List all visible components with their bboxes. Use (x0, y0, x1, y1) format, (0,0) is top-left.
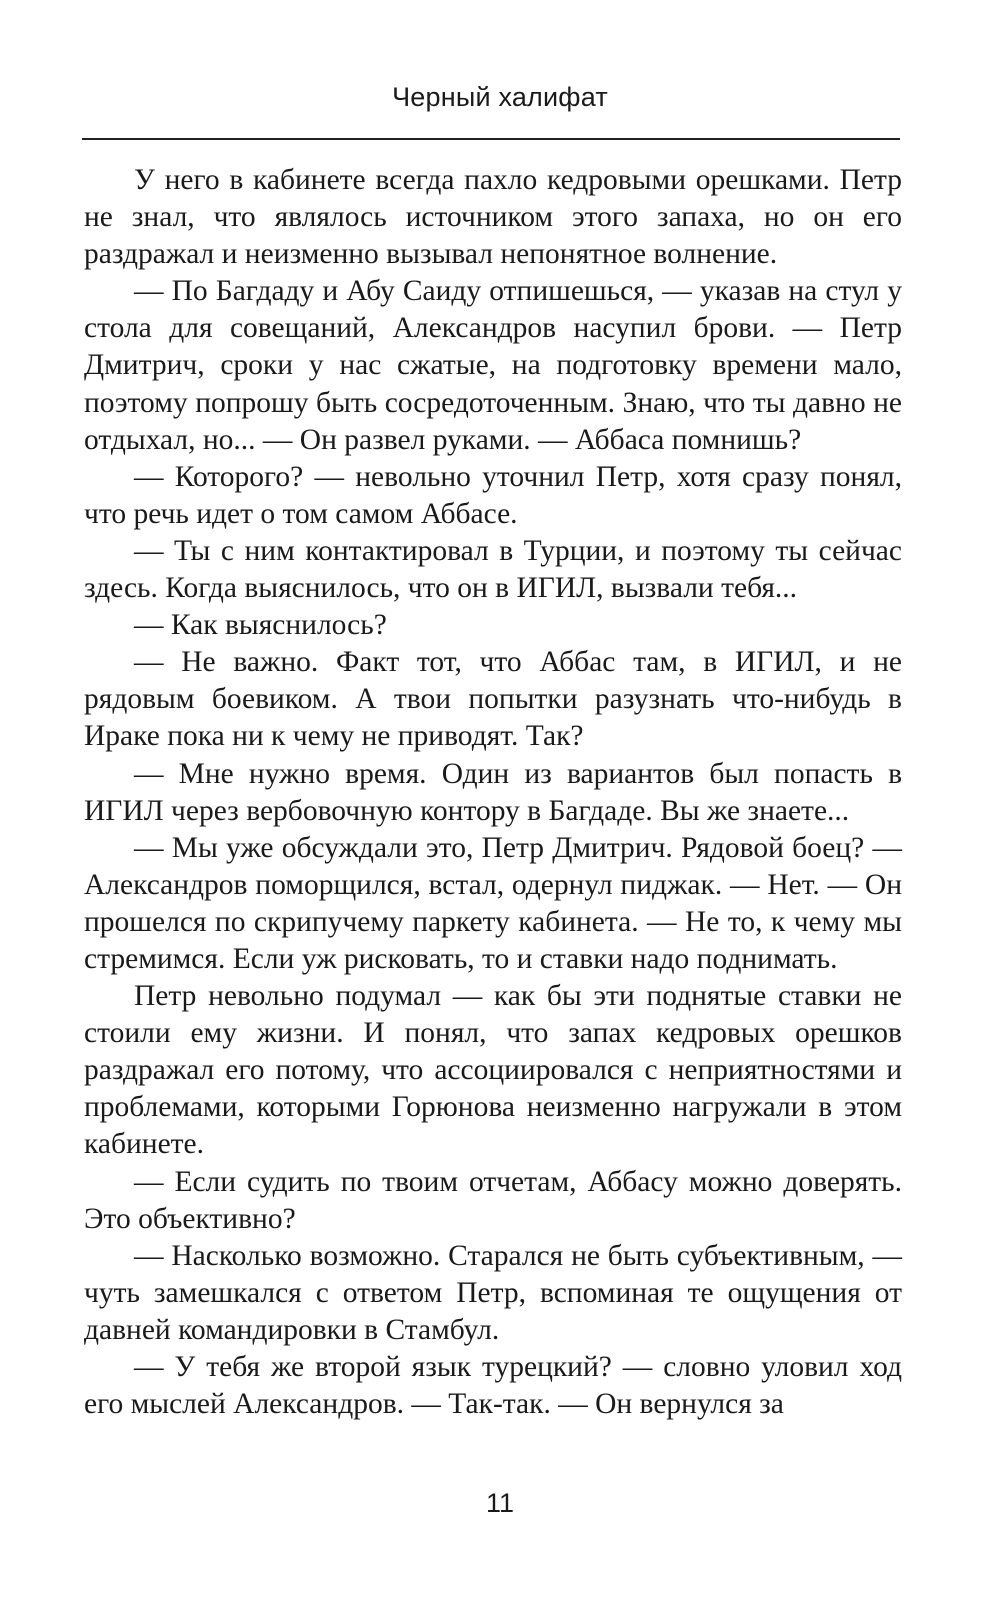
paragraph: — Насколько возможно. Старался не быть субъективным, — чуть замешкался с ответом Петр, вспоминая те ощущения от давней командировки в Стамбул. (84, 1239, 902, 1346)
paragraph: — Ты с ним контактировал в Турции, и поэтому ты сейчас здесь. Когда выяснилось, что он в ИГИЛ, вызвали тебя... (84, 534, 902, 605)
page-number: 11 (485, 1488, 515, 1518)
paragraph: — Мы уже обсуждали это, Петр Дмитрич. Рядовой боец? — Александров поморщился, встал, одернул пиджак. — Нет. — Он прошелся по скрипучему паркету кабинета. — Не то, к чему мы стремимся. Если уж рисковать, то и ставки надо поднимать. (84, 831, 902, 975)
paragraph: — Мне нужно время. Один из вариантов был попасть в ИГИЛ через вербовочную контору в Багдаде. Вы же знаете... (84, 757, 902, 827)
running-head-title: Черный халифат (392, 82, 608, 112)
paragraph: — По Багдаду и Абу Саиду отпишешься, — указав на стул у стола для совещаний, Александров насупил брови. — Петр Дмитрич, сроки у нас сжатые, на подготовку времени мало, поэтому попрошу быть сосредоточенным. Знаю, что ты давно не отдыхал, но... — Он развел руками. — Аббаса помнишь? (84, 275, 902, 456)
paragraph: У него в кабинете всегда пахло кедровыми орешками. Петр не знал, что являлось источником этого запаха, но он его раздражал и неизменно вызывал непонятное волнение. (84, 164, 902, 271)
paragraph: — Которого? — невольно уточнил Петр, хотя сразу понял, что речь идет о том самом Аббасе. (84, 460, 902, 530)
paragraph: — Как выяснилось? (134, 609, 387, 642)
paragraph: — Не важно. Факт тот, что Аббас там, в ИГИЛ, и не рядовым боевиком. А твои попытки разузнать что-нибудь в Ираке пока ни к чему не приводят. Так? (84, 646, 902, 753)
body-text (84, 162, 902, 1423)
header-rule (82, 138, 900, 140)
paragraph: — Если судить по твоим отчетам, Аббасу можно доверять. Это объективно? (84, 1165, 902, 1235)
paragraph: Петр невольно подумал — как бы эти поднятые ставки не стоили ему жизни. И понял, что запах кедровых орешков раздражал его потому, что ассоциировался с неприятностями и проблемами, которыми Горюнова неизменно нагружали в этом кабинете. (84, 980, 902, 1161)
paragraph: — У тебя же второй язык турецкий? — словно уловил ход его мыслей Александров. — Так-так. — Он вернулся за (84, 1351, 902, 1421)
